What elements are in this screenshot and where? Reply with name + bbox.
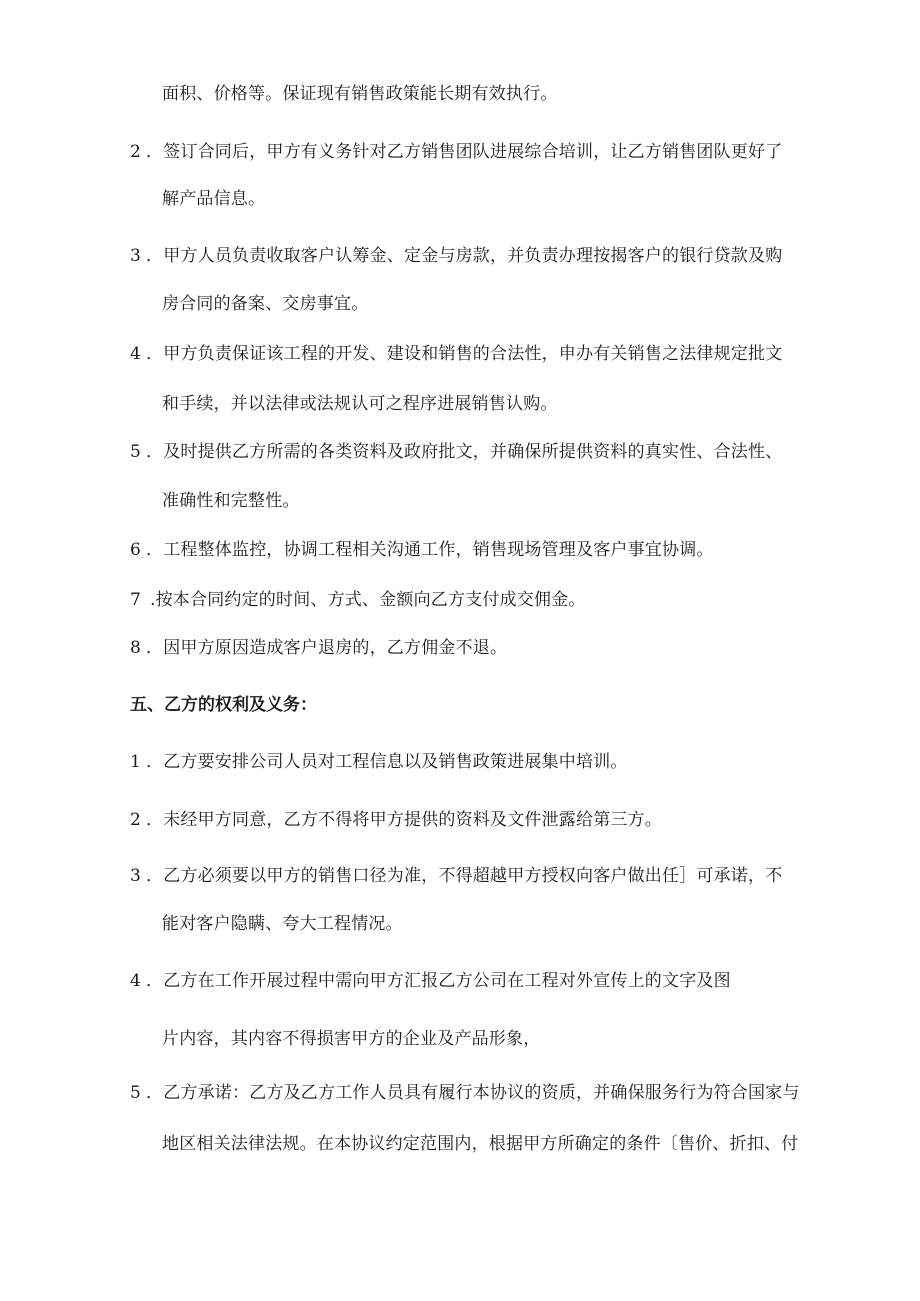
item-a6-number: 6 [130, 540, 141, 560]
item-a5-number: 5 [130, 442, 141, 462]
item-a5-line1: ．及时提供乙方所需的各类资料及政府批文，并确保所提供资料的真实性、合法性、 [146, 442, 783, 462]
item-a4-number: 4 [130, 344, 141, 364]
item-b3-number: 3 [130, 866, 141, 886]
item-a3-line1: ．甲方人员负责收取客户认筹金、定金与房款，并负责办理按揭客户的银行贷款及购 [146, 246, 783, 266]
item-a2-line2: 解产品信息。 [162, 189, 266, 209]
item-b5-number: 5 [130, 1083, 141, 1103]
item-a7-line1: .按本合同约定的时间、方式、金额向乙方支付成交佣金。 [150, 590, 586, 610]
item-b1-line1: ．乙方要安排公司人员对工程信息以及销售政策进展集中培训。 [146, 752, 628, 772]
item-a2-line1: ．签订合同后，甲方有义务针对乙方销售团队进展综合培训，让乙方销售团队更好了 [146, 142, 783, 162]
item-a2-number: 2 [130, 142, 141, 162]
item-a6-line1: ．工程整体监控，协调工程相关沟通工作，销售现场管理及客户事宜协调。 [146, 540, 714, 560]
item-b5-line1: ．乙方承诺：乙方及乙方工作人员具有履行本协议的资质，并确保服务行为符合国家与 [146, 1083, 800, 1103]
item-b4-line1: ．乙方在工作开展过程中需向甲方汇报乙方公司在工程对外宣传上的文字及图 [146, 971, 731, 991]
item-b4-line2: 片内容，其内容不得损害甲方的企业及产品形象， [162, 1029, 541, 1049]
item-a5-line2: 准确性和完整性。 [162, 491, 300, 511]
item-a8-number: 8 [130, 638, 141, 658]
item-a1-line1: 面积、价格等。保证现有销售政策能长期有效执行。 [162, 84, 558, 104]
item-b1-number: 1 [130, 752, 141, 772]
item-b2-line1: ．未经甲方同意，乙方不得将甲方提供的资料及文件泄露给第三方。 [146, 810, 662, 830]
item-b3-line1: ．乙方必须要以甲方的销售口径为准，不得超越甲方授权向客户做出任］可承诺，不 [146, 866, 783, 886]
item-a3-line2: 房合同的备案、交房事宜。 [162, 294, 369, 314]
item-b3-line2: 能对客户隐瞒、夸大工程情况。 [162, 914, 403, 934]
item-b2-number: 2 [130, 810, 141, 830]
item-a7-number: 7 [130, 590, 141, 610]
item-a3-number: 3 [130, 246, 141, 266]
item-a4-line2: 和手续，并以法律或法规认可之程序进展销售认购。 [162, 394, 558, 414]
item-b5-line2: 地区相关法律法规。在本协议约定范围内，根据甲方所确定的条件〔售价、折扣、付 [162, 1134, 799, 1154]
section-heading-party-b: 五、乙方的权利及义务： [130, 695, 317, 715]
item-a4-line1: ．甲方负责保证该工程的开发、建设和销售的合法性，申办有关销售之法律规定批文 [146, 344, 783, 364]
item-b4-number: 4 [130, 971, 141, 991]
item-a8-line1: ．因甲方原因造成客户退房的，乙方佣金不退。 [146, 638, 508, 658]
